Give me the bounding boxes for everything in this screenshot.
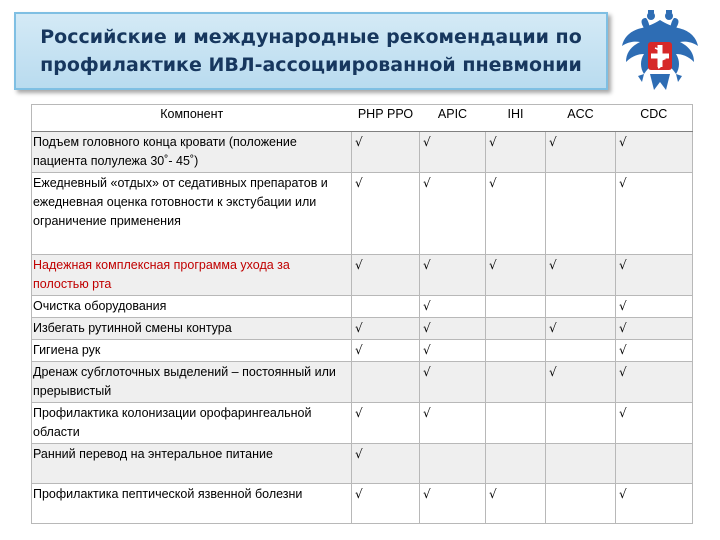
header-ihi: IHI <box>486 105 546 132</box>
double-headed-eagle-emblem-icon <box>614 6 706 98</box>
component-cell: Профилактика пептической язвенной болезни <box>32 484 352 524</box>
check-cell-ihi: √ <box>486 173 546 255</box>
check-cell-acc <box>546 340 616 362</box>
check-cell-apic: √ <box>420 403 486 444</box>
header-php-ppo: РНР РРО <box>352 105 420 132</box>
check-cell-cdc: √ <box>616 362 693 403</box>
check-cell-cdc: √ <box>616 403 693 444</box>
check-cell-apic: √ <box>420 132 486 173</box>
table-row <box>32 362 693 403</box>
check-cell-acc: √ <box>546 362 616 403</box>
table-row <box>32 255 693 296</box>
check-cell-cdc: √ <box>616 173 693 255</box>
check-cell-ihi: √ <box>486 255 546 296</box>
check-cell-php-ppo: √ <box>352 444 420 484</box>
check-cell-apic: √ <box>420 340 486 362</box>
component-cell: Дренаж субглоточных выделений – постоянный или прерывистый <box>32 362 352 403</box>
check-cell-acc: √ <box>546 132 616 173</box>
check-cell-php-ppo: √ <box>352 173 420 255</box>
check-cell-apic: √ <box>420 173 486 255</box>
table-row <box>32 444 693 484</box>
title-line-2: профилактике ИВЛ-ассоциированной пневмонии <box>40 54 582 76</box>
table-row <box>32 173 693 255</box>
check-cell-php-ppo: √ <box>352 484 420 524</box>
check-cell-cdc: √ <box>616 340 693 362</box>
check-cell-php-ppo <box>352 296 420 318</box>
component-cell: Ежедневный «отдых» от седативных препаратов и ежедневная оценка готовности к экстубации или ограничение применения <box>32 173 352 255</box>
check-cell-acc <box>546 296 616 318</box>
check-cell-apic: √ <box>420 484 486 524</box>
check-cell-php-ppo: √ <box>352 132 420 173</box>
component-cell: Гигиена рук <box>32 340 352 362</box>
check-cell-acc: √ <box>546 318 616 340</box>
table-row <box>32 318 693 340</box>
check-cell-php-ppo: √ <box>352 255 420 296</box>
component-cell: Ранний перевод на энтеральное питание <box>32 444 352 484</box>
check-cell-acc <box>546 403 616 444</box>
check-cell-php-ppo: √ <box>352 403 420 444</box>
check-cell-php-ppo <box>352 362 420 403</box>
check-cell-ihi <box>486 318 546 340</box>
component-cell: Профилактика колонизации орофарингеальной области <box>32 403 352 444</box>
check-cell-php-ppo: √ <box>352 318 420 340</box>
check-cell-acc: √ <box>546 255 616 296</box>
recommendations-table <box>31 104 693 524</box>
check-cell-php-ppo: √ <box>352 340 420 362</box>
check-cell-apic: √ <box>420 255 486 296</box>
table-row <box>32 403 693 444</box>
title-banner <box>14 12 608 90</box>
component-cell: Подъем головного конца кровати (положение пациента полулежа 30˚- 45˚) <box>32 132 352 173</box>
check-cell-acc <box>546 484 616 524</box>
table-row <box>32 340 693 362</box>
check-cell-ihi <box>486 444 546 484</box>
header-apic: APIC <box>420 105 486 132</box>
component-cell: Очистка оборудования <box>32 296 352 318</box>
check-cell-ihi: √ <box>486 484 546 524</box>
check-cell-cdc: √ <box>616 318 693 340</box>
check-cell-ihi <box>486 340 546 362</box>
check-cell-apic <box>420 444 486 484</box>
check-cell-apic: √ <box>420 362 486 403</box>
check-cell-acc <box>546 173 616 255</box>
check-cell-ihi <box>486 296 546 318</box>
check-cell-cdc: √ <box>616 484 693 524</box>
check-cell-acc <box>546 444 616 484</box>
title-line-1: Российские и международные рекомендации по <box>40 26 582 48</box>
check-cell-apic: √ <box>420 318 486 340</box>
header-acc: ACC <box>546 105 616 132</box>
table-row <box>32 132 693 173</box>
component-cell: Надежная комплексная программа ухода за полостью рта <box>32 255 352 296</box>
check-cell-cdc: √ <box>616 132 693 173</box>
table-header-row <box>32 105 693 132</box>
component-cell: Избегать рутинной смены контура <box>32 318 352 340</box>
check-cell-cdc: √ <box>616 296 693 318</box>
header-cdc: CDC <box>616 105 693 132</box>
check-cell-apic: √ <box>420 296 486 318</box>
check-cell-ihi: √ <box>486 132 546 173</box>
check-cell-ihi <box>486 362 546 403</box>
check-cell-ihi <box>486 403 546 444</box>
table-row <box>32 484 693 524</box>
check-cell-cdc: √ <box>616 255 693 296</box>
check-cell-cdc <box>616 444 693 484</box>
table-row <box>32 296 693 318</box>
header-component: Компонент <box>32 105 352 132</box>
